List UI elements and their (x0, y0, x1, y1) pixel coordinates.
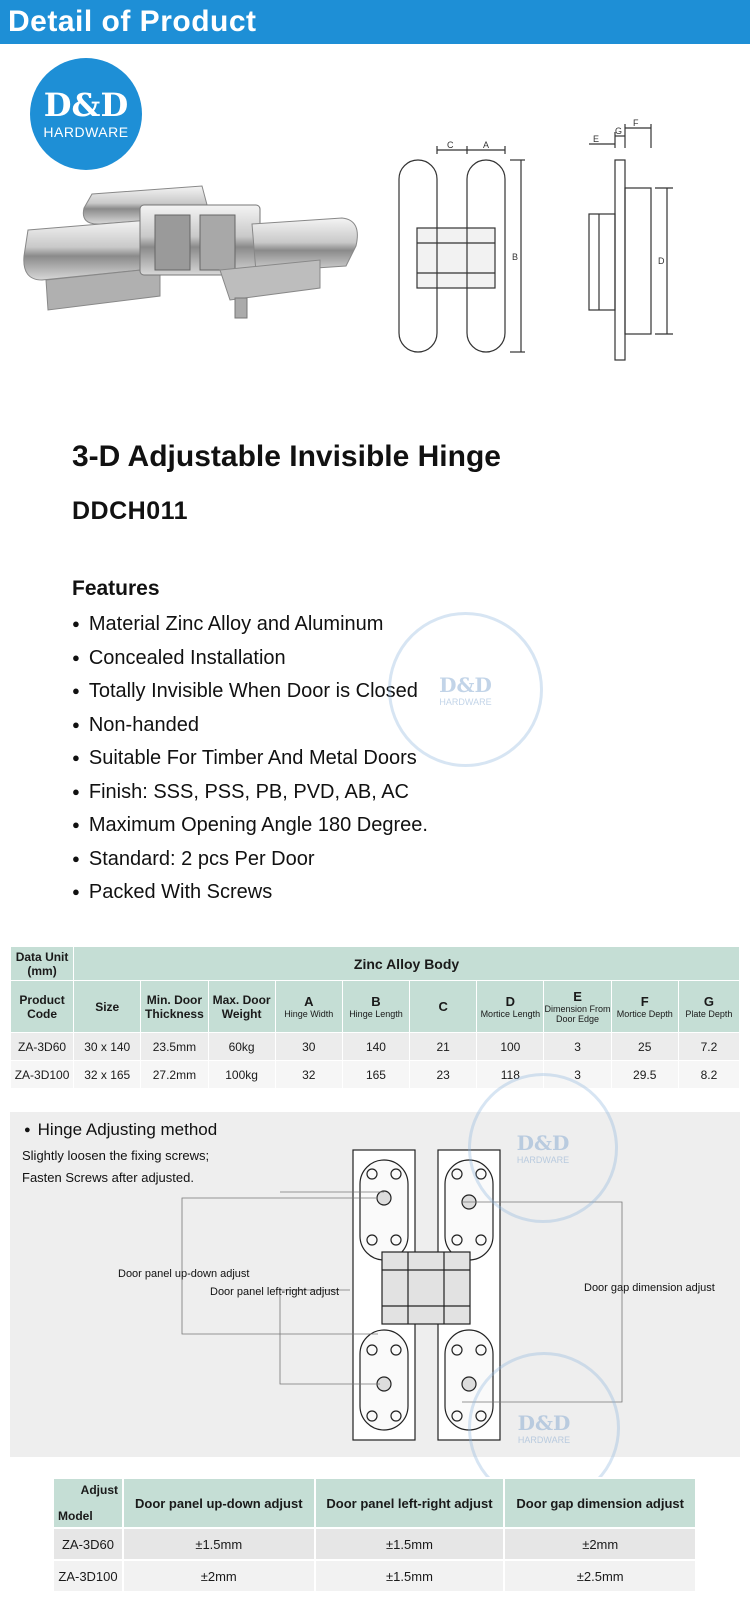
th-g (678, 981, 739, 1033)
cell-code: ZA-3D60 (11, 1033, 74, 1061)
dim-label-a: A (483, 140, 490, 150)
cell-max: 100kg (208, 1061, 275, 1089)
feature-item: ● Concealed Installation (72, 642, 428, 676)
features-heading: Features (72, 577, 160, 600)
watermark-subtext: HARDWARE (439, 696, 492, 707)
table-row (53, 1560, 696, 1592)
th-b-letter: B (371, 994, 381, 1009)
watermark-subtext: HARDWARE (517, 1435, 571, 1445)
feature-item: ● Packed With Screws (72, 876, 428, 910)
cell-e: 3 (544, 1061, 611, 1089)
feature-item: ● Totally Invisible When Door is Closed (72, 675, 428, 709)
cell-max: 60kg (208, 1033, 275, 1061)
th-min-door: Min. Door Thickness (141, 981, 208, 1033)
cell-up-down: ±2mm (123, 1560, 315, 1592)
cell-b: 140 (342, 1033, 409, 1061)
th-f-letter: F (640, 994, 649, 1009)
product-title: 3-D Adjustable Invisible Hinge (72, 440, 501, 473)
dim-label-g: G (615, 126, 623, 136)
cell-g: 8.2 (678, 1061, 739, 1089)
spec-table (10, 946, 740, 1089)
feature-item: ● Non-handed (72, 709, 428, 743)
cell-left-right: ±1.5mm (315, 1560, 505, 1592)
feature-item: ● Material Zinc Alloy and Aluminum (72, 608, 428, 642)
cell-model: ZA-3D100 (53, 1560, 123, 1592)
cell-d: 100 (477, 1033, 544, 1061)
th-c-letter: C (438, 999, 448, 1014)
th-b (342, 981, 409, 1033)
cell-a: 32 (275, 1061, 342, 1089)
th-up-down: Door panel up-down adjust (123, 1478, 315, 1528)
page-title: Detail of Product (8, 5, 257, 38)
th-f (611, 981, 678, 1033)
header-banner (0, 0, 750, 44)
dim-label-e: E (593, 134, 600, 144)
cell-code: ZA-3D100 (11, 1061, 74, 1089)
watermark-text: D&D (439, 672, 492, 697)
th-a-sub: Hinge Width (284, 1009, 334, 1019)
watermark-subtext: HARDWARE (516, 1155, 570, 1165)
cell-c: 23 (410, 1061, 477, 1089)
th-a (275, 981, 342, 1033)
th-e (544, 981, 611, 1033)
logo-text: D&D (43, 86, 129, 124)
watermark-stamp (468, 1073, 618, 1223)
label-gap: Door gap dimension adjust (584, 1282, 715, 1294)
hinge-photo (20, 120, 365, 320)
feature-item: ● Standard: 2 pcs Per Door (72, 843, 428, 877)
table-row (53, 1528, 696, 1560)
th-gap: Door gap dimension adjust (504, 1478, 696, 1528)
th-product-code: Product Code (11, 981, 74, 1033)
cell-b: 165 (342, 1061, 409, 1089)
body-material-cell: Zinc Alloy Body (74, 947, 740, 981)
dim-label-c: C (447, 140, 454, 150)
cell-gap: ±2mm (504, 1528, 696, 1560)
watermark-text: D&D (517, 1411, 571, 1435)
corner-model-label: Model (58, 1509, 93, 1523)
hinge-front-drawing (395, 140, 540, 370)
product-code: DDCH011 (72, 497, 189, 525)
th-g-letter: G (703, 994, 714, 1009)
th-f-sub: Mortice Depth (616, 1009, 673, 1019)
cell-f: 29.5 (611, 1061, 678, 1089)
th-max-door: Max. Door Weight (208, 981, 275, 1033)
th-d-sub: Mortice Length (480, 1009, 541, 1019)
th-b-sub: Hinge Length (349, 1009, 403, 1019)
watermark-stamp (388, 612, 543, 767)
th-d (477, 981, 544, 1033)
cell-a: 30 (275, 1033, 342, 1061)
th-g-sub: Plate Depth (685, 1009, 733, 1019)
cell-c: 21 (410, 1033, 477, 1061)
th-e-sub: Dimension From Door Edge (544, 1004, 611, 1024)
cell-min: 27.2mm (141, 1061, 208, 1089)
adjusting-method-panel (10, 1112, 740, 1457)
feature-item: ● Suitable For Timber And Metal Doors (72, 742, 428, 776)
corner-header-cell (53, 1478, 123, 1528)
th-a-letter: A (304, 994, 314, 1009)
table-row (11, 1061, 740, 1089)
dim-label-f: F (633, 118, 639, 128)
dim-label-b: B (512, 252, 519, 262)
cell-size: 32 x 165 (74, 1061, 141, 1089)
th-left-right: Door panel left-right adjust (315, 1478, 505, 1528)
cell-d: 118 (477, 1061, 544, 1089)
label-up-down: Door panel up-down adjust (118, 1268, 250, 1280)
watermark-text: D&D (516, 1131, 570, 1155)
adjusting-heading: ● Hinge Adjusting method (24, 1120, 217, 1140)
logo-subtext: HARDWARE (43, 124, 129, 140)
cell-up-down: ±1.5mm (123, 1528, 315, 1560)
cell-left-right: ±1.5mm (315, 1528, 505, 1560)
cell-size: 30 x 140 (74, 1033, 141, 1061)
label-left-right: Door panel left-right adjust (210, 1286, 340, 1298)
cell-model: ZA-3D60 (53, 1528, 123, 1560)
adjust-range-table (52, 1477, 697, 1593)
cell-f: 25 (611, 1033, 678, 1061)
adjusting-note-2: Fasten Screws after adjusted. (22, 1170, 194, 1185)
th-e-letter: E (573, 989, 582, 1004)
cell-gap: ±2.5mm (504, 1560, 696, 1592)
table-row (11, 1033, 740, 1061)
hinge-side-drawing (585, 118, 685, 368)
th-d-letter: D (505, 994, 516, 1009)
feature-item: ● Maximum Opening Angle 180 Degree. (72, 809, 428, 843)
cell-min: 23.5mm (141, 1033, 208, 1061)
features-list (72, 608, 428, 910)
corner-adjust-label: Adjust (80, 1483, 118, 1497)
cell-g: 7.2 (678, 1033, 739, 1061)
feature-item: ● Finish: SSS, PSS, PB, PVD, AB, AC (72, 776, 428, 810)
cell-e: 3 (544, 1033, 611, 1061)
data-unit-cell: Data Unit (mm) (11, 947, 74, 981)
th-size: Size (74, 981, 141, 1033)
dim-label-d: D (658, 256, 665, 266)
th-c (410, 981, 477, 1033)
adjusting-note-1: Slightly loosen the fixing screws; (22, 1148, 210, 1163)
